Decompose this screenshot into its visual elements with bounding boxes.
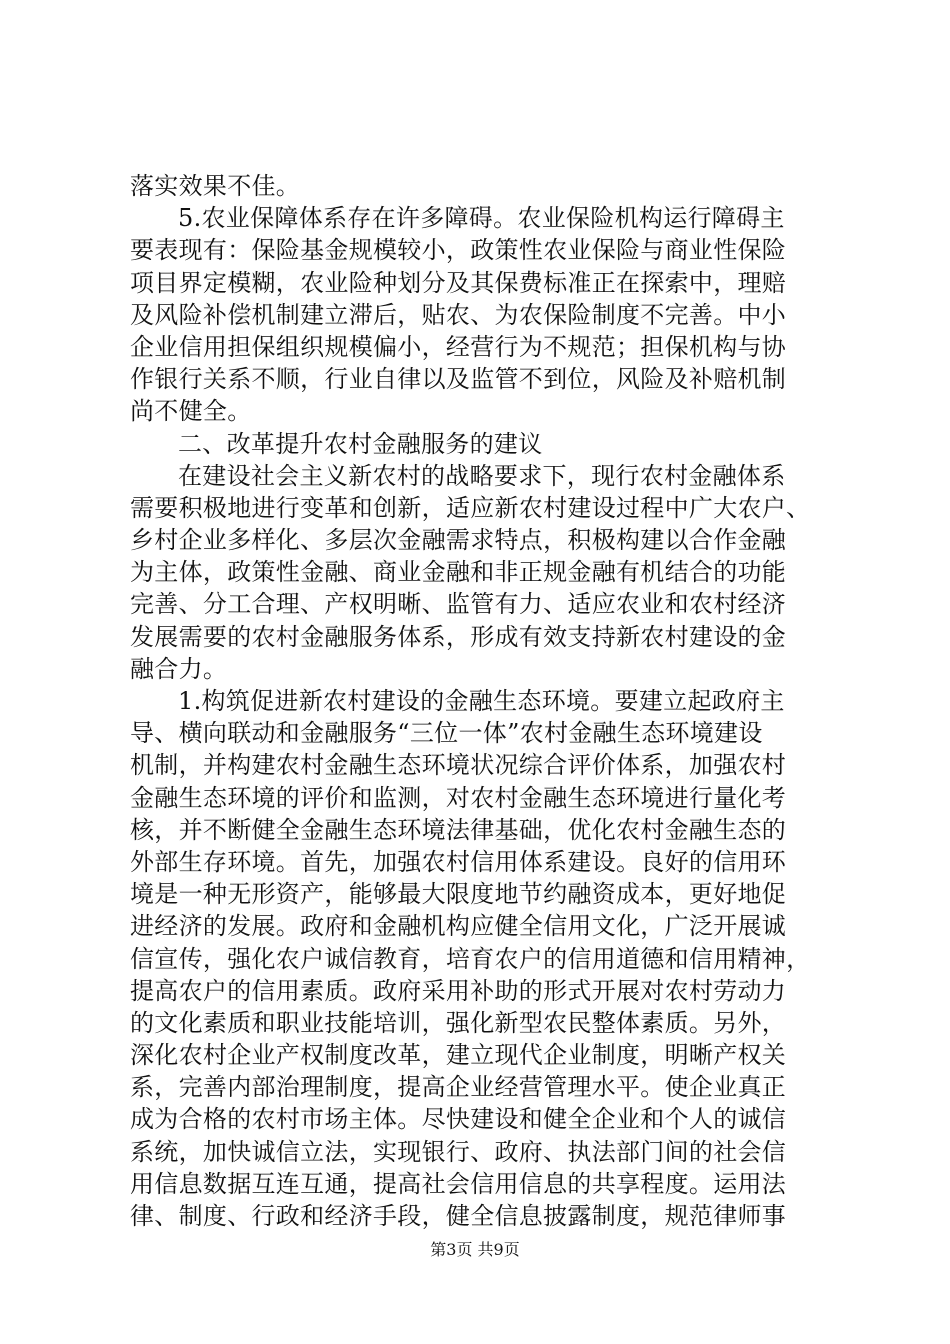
text-line: 金融生态环境的评价和监测，对农村金融生态环境进行量化考 bbox=[130, 783, 787, 812]
text-line: 完善、分工合理、产权明晰、监管有力、适应农业和农村经济 bbox=[130, 590, 787, 619]
text-line: 在建设社会主义新农村的战略要求下，现行农村金融体系 bbox=[178, 461, 786, 490]
text-line: 信宣传，强化农户诚信教育，培育农户的信用道德和信用精神， bbox=[130, 944, 811, 973]
text-line: 的文化素质和职业技能培训，强化新型农民整体素质。另外， bbox=[130, 1008, 787, 1037]
text-line: 企业信用担保组织规模偏小，经营行为不规范；担保机构与协 bbox=[130, 332, 787, 361]
text-line: 项目界定模糊，农业险种划分及其保费标准正在探索中，理赔 bbox=[130, 268, 787, 297]
text-line: 落实效果不佳。 bbox=[130, 172, 301, 200]
text-line: 为主体，政策性金融、商业金融和非正规金融有机结合的功能 bbox=[130, 558, 787, 587]
text-line: 1.构筑促进新农村建设的金融生态环境。要建立起政府主 bbox=[178, 687, 785, 715]
document-body bbox=[130, 170, 830, 1232]
text-line: 5.农业保障体系存在许多障碍。农业保险机构运行障碍主 bbox=[178, 204, 785, 233]
text-line: 进经济的发展。政府和金融机构应健全信用文化，广泛开展诚 bbox=[130, 912, 787, 941]
text-line: 发展需要的农村金融服务体系，形成有效支持新农村建设的金 bbox=[130, 622, 787, 651]
text-line: 作银行关系不顺，行业自律以及监管不到位，风险及补赔机制 bbox=[130, 365, 787, 394]
text-line: 深化农村企业产权制度改革，建立现代企业制度，明晰产权关 bbox=[130, 1041, 787, 1070]
text-line: 融合力。 bbox=[130, 654, 228, 683]
text-line: 外部生存环境。首先，加强农村信用体系建设。良好的信用环 bbox=[130, 847, 787, 876]
text-line: 需要积极地进行变革和创新，适应新农村建设过程中广大农户、 bbox=[130, 493, 811, 522]
text-line: 律、制度、行政和经济手段，健全信息披露制度，规范律师事 bbox=[130, 1202, 787, 1230]
text-line: 成为合格的农村市场主体。尽快建设和健全企业和个人的诚信 bbox=[130, 1105, 787, 1134]
text-line: 机制，并构建农村金融生态环境状况综合评价体系，加强农村 bbox=[130, 751, 787, 780]
text-line: 尚不健全。 bbox=[130, 397, 252, 426]
text-line: 导、横向联动和金融服务“三位一体”农村金融生态环境建设 bbox=[130, 719, 763, 748]
text-line: 乡村企业多样化、多层次金融需求特点，积极构建以合作金融 bbox=[130, 526, 787, 555]
text-line: 系统，加快诚信立法，实现银行、政府、执法部门间的社会信 bbox=[130, 1137, 787, 1166]
text-line: 及风险补偿机制建立滞后，贴农、为农保险制度不完善。中小 bbox=[130, 300, 787, 329]
text-line: 系，完善内部治理制度，提高企业经营管理水平。使企业真正 bbox=[130, 1073, 787, 1102]
text-line: 核，并不断健全金融生态环境法律基础，优化农村金融生态的 bbox=[130, 815, 787, 844]
text-line: 境是一种无形资产，能够最大限度地节约融资成本，更好地促 bbox=[130, 880, 787, 909]
text-line: 二、改革提升农村金融服务的建议 bbox=[178, 429, 543, 458]
page-footer: 第3页 共9页 bbox=[430, 1240, 520, 1259]
text-line: 要表现有：保险基金规模较小，政策性农业保险与商业性保险 bbox=[130, 236, 787, 265]
text-line: 提高农户的信用素质。政府采用补助的形式开展对农村劳动力 bbox=[130, 976, 787, 1005]
text-line: 用信息数据互连互通，提高社会信用信息的共享程度。运用法 bbox=[130, 1169, 787, 1198]
